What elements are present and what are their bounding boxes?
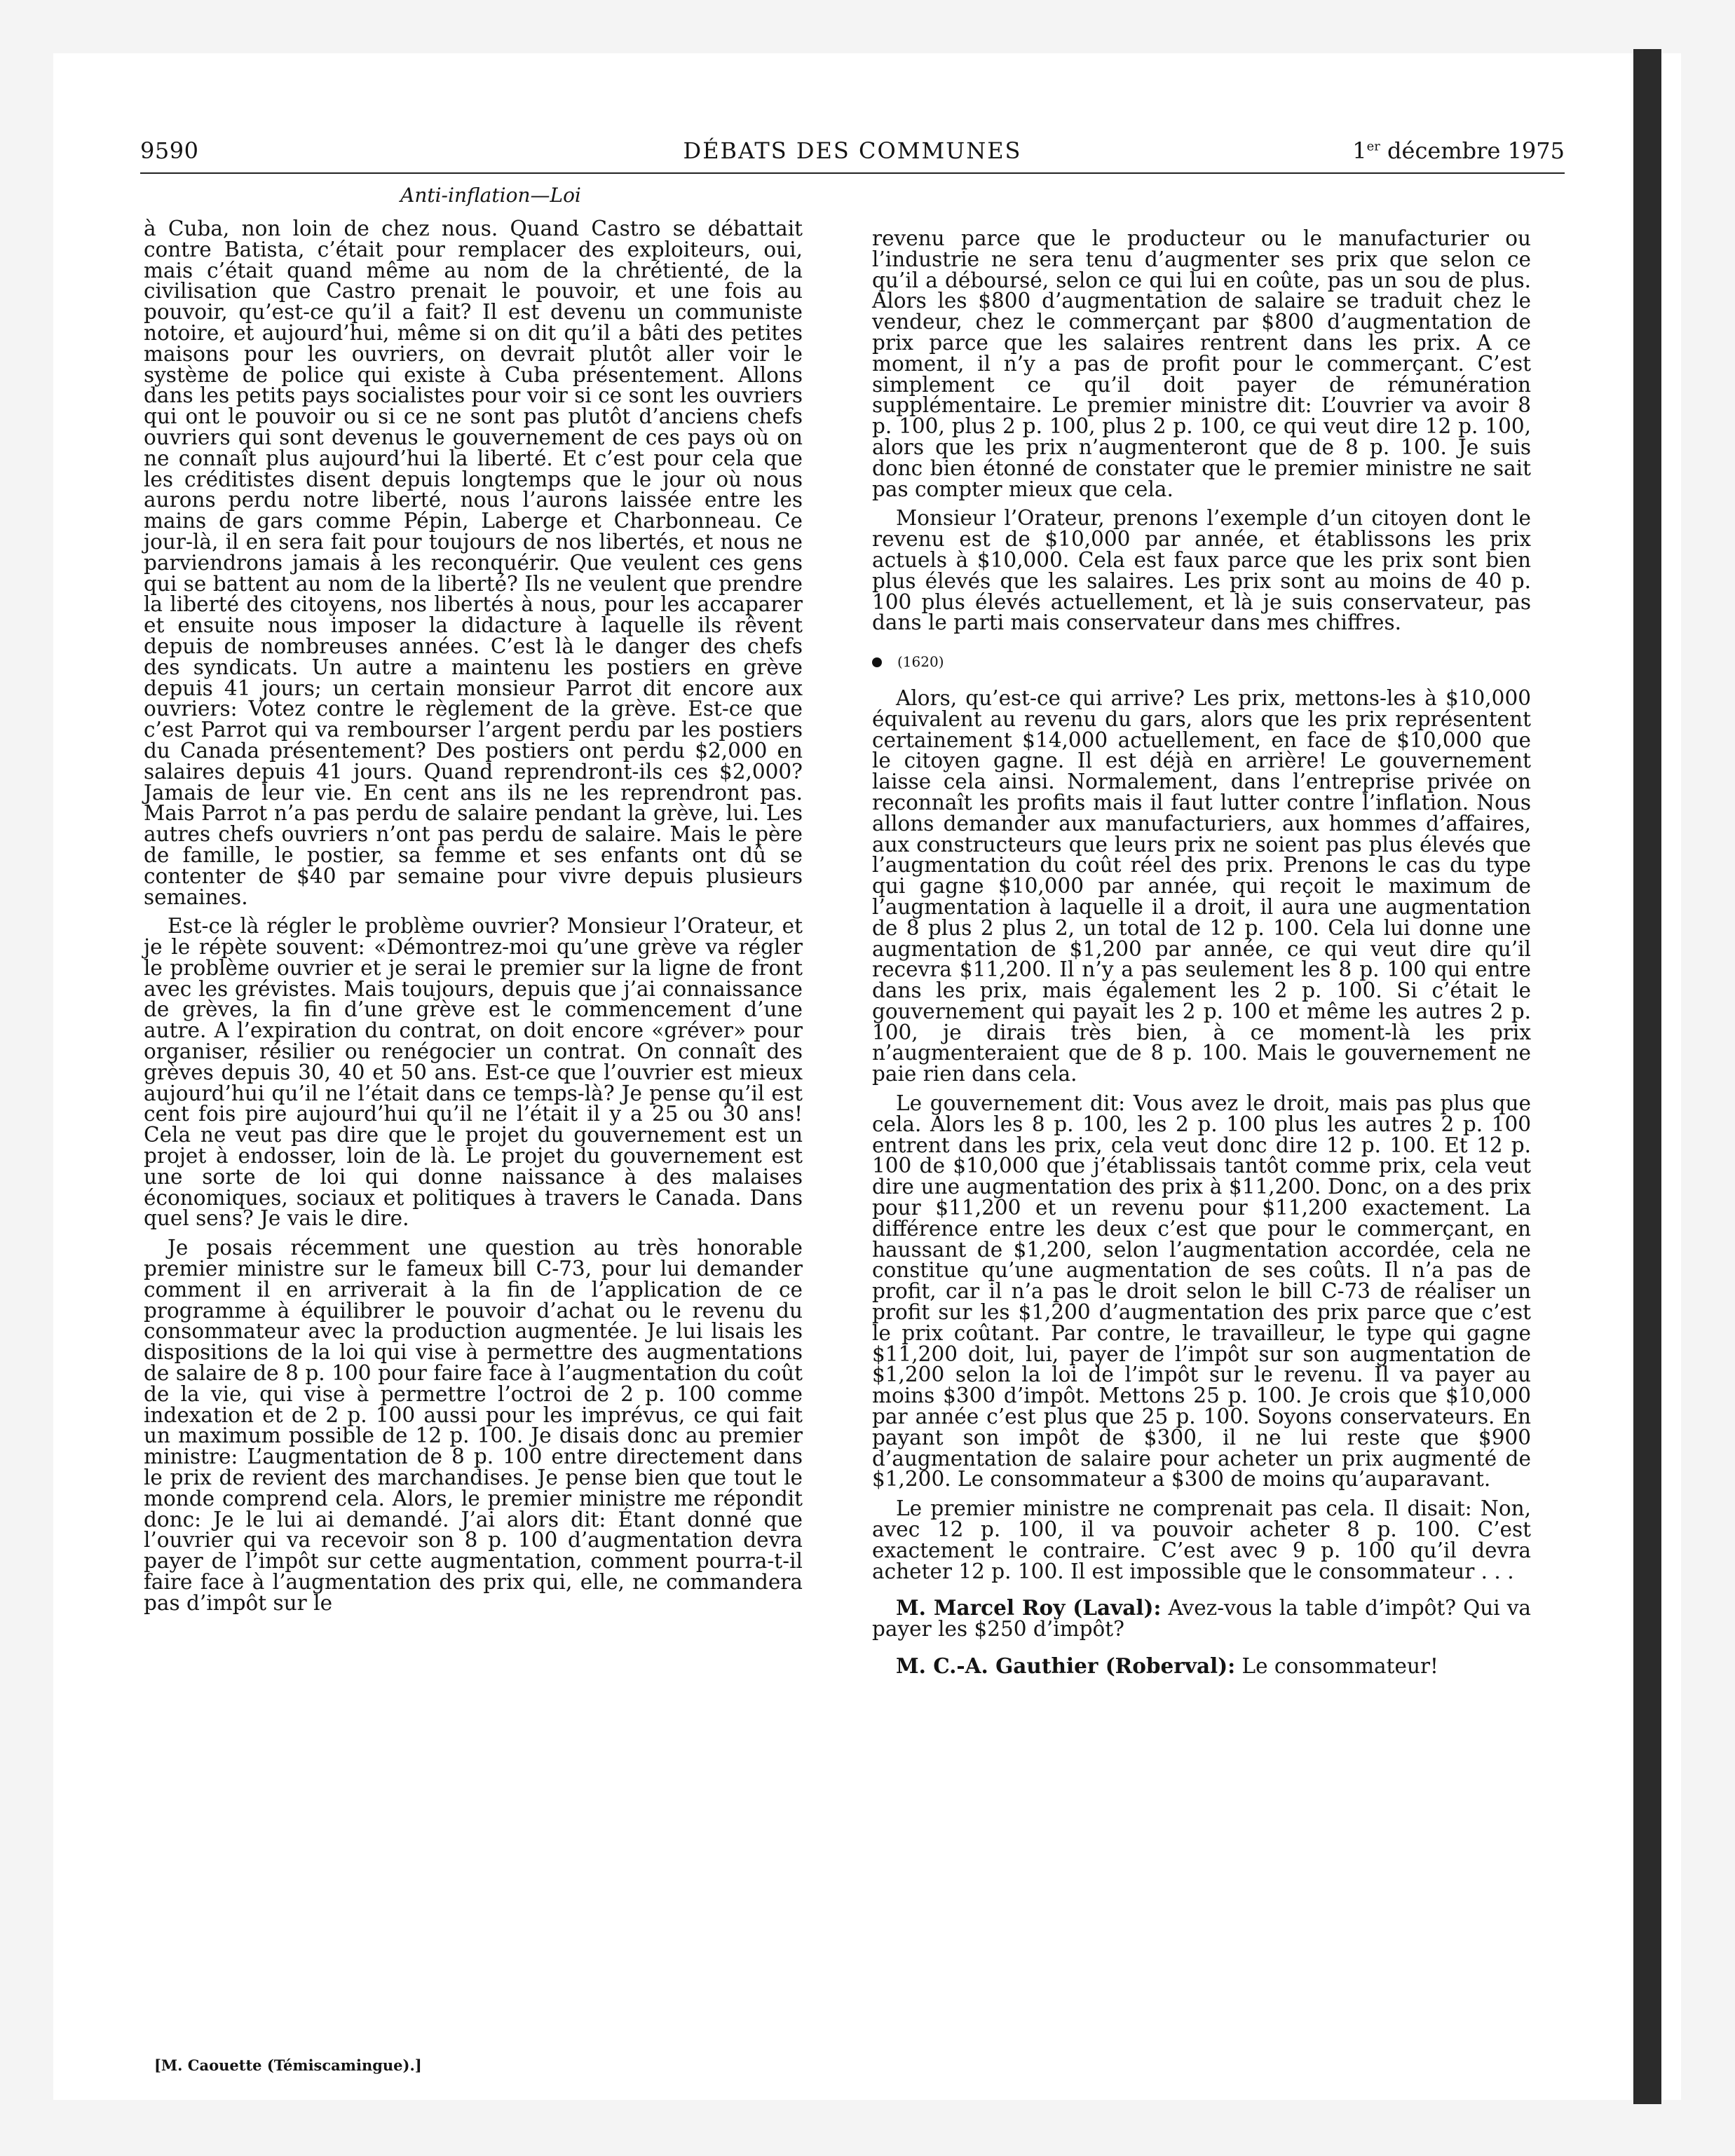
intervention — [872, 1597, 1531, 1640]
page-header — [140, 137, 1565, 175]
paragraph: Monsieur l’Orateur, prenons l’exemple d’un citoyen dont le revenu est de $10,000 par année, et établissons les prix actuels à $10,000. Cela est faux parce que les prix sont bien plus élevés que les salaires. Les prix sont au moins de 40 p. 100 plus élevés actuellement, et là je suis conservateur, pas dans le parti mais conservateur dans mes chiffres. — [872, 506, 1531, 635]
scan-edge-bar — [1633, 49, 1661, 2104]
right-column — [872, 228, 1531, 1677]
left-column — [144, 219, 803, 1614]
date-rest: décembre 1975 — [1380, 137, 1565, 164]
running-head: Anti-inflation—Loi — [400, 184, 581, 207]
paragraph: Est-ce là régler le problème ouvrier? Monsieur l’Orateur, et je le répète souvent: «Démontrez-moi qu’une grève va régler le problème ouvrier et je serai le premier sur la ligne de front avec les grévistes. Mais toujours, depuis que j’ai connaissance de grèves, la fin d’une grève est le commencement d’une autre. A l’expiration du contrat, on doit encore «gréver» pour organiser, résilier ou renégocier un contrat. On connaît des grèves depuis 30, 40 et 50 ans. Est-ce que l’ouvrier est mieux aujourd’hui qu’il ne l’était dans ce temps-là? Je pense qu’il est cent fois pire aujourd’hui qu’il ne l’était il y a 25 ou 30 ans! Cela ne veut pas dire que le projet du gouvernement est un projet à endosser, loin de là. Le projet du gouvernement est une sorte de loi qui donne naissance à des malaises économiques, sociaux et politiques à travers le Canada. Dans quel sens? Je vais le dire. — [144, 914, 803, 1231]
paragraph: Alors, qu’est-ce qui arrive? Les prix, mettons-les à $10,000 équivalent au revenu du gars, alors que les prix représentent certainement $14,000 actuellement, en face de $10,000 que le citoyen gagne. Il est déjà en arrière! Le gouvernement laisse cela ainsi. Normalement, dans l’entreprise privée on reconnaît les profits mais il faut lutter contre l’inflation. Nous allons demander aux manufacturiers, aux hommes d’affaires, aux constructeurs que leurs prix ne soient pas plus élevés que l’augmentation du coût réel des prix. Prenons le cas du type qui gagne $10,000 par année, qui reçoit le maximum de l’augmentation à laquelle il a droit, il aura une augmentation de 8 plus 2 plus 2, un total de 12 p. 100. Cela lui donne une augmentation de $1,200 par année, ce qui veut dire qu’il recevra $11,200. Il n’y a pas seulement les 8 p. 100 qui entre dans les prix, mais également les 2 p. 100. Si c’était le gouvernement qui payait les 2 p. 100 et même les autres 2 p. 100, je dirais très bien, à ce moment-là les prix n’augmenteraient que de 8 p. 100. Mais le gouvernement ne paie rien dans cela. — [872, 685, 1531, 1086]
time-marker — [872, 652, 1531, 673]
page-number: 9590 — [140, 137, 199, 164]
date-day: 1 — [1352, 137, 1367, 164]
publication-title: DÉBATS DES COMMUNES — [683, 137, 1022, 164]
paragraph: Le gouvernement dit: Vous avez le droit, mais pas plus que cela. Alors les 8 p. 100, les 2 p. 100 plus les autres 2 p. 100 entrent dans les prix, cela veut donc dire 12 p. 100. Et 12 p. 100 de $10,000 que j’établissais tantôt comme prix, cela veut dire une augmentation des prix à $11,200. Donc, on a des prix pour $11,200 et un revenu pour $11,200 exactement. La différence entre les deux c’est que pour le commerçant, en haussant de $1,200, selon l’augmentation accordée, cela ne constitue qu’une augmentation de ses coûts. Il n’a pas de profit, car il n’a pas le droit selon le bill C-73 de réaliser un profit sur les $1,200 d’augmentation des prix parce que c’est le prix coûtant. Par contre, le travailleur, le type qui gagne $11,200 doit, lui, payer de l’impôt sur son augmentation de $1,200 selon la loi de l’impôt sur le revenu. Il va payer au moins $300 d’impôt. Mettons 25 p. 100. Je crois que $10,000 par année c’est plus que 25 p. 100. Soyons conservateurs. En payant son impôt de $300, il ne lui reste que $900 d’augmentation de salaire pour acheter un prix augmenté de $1,200. Le consommateur a $300 de moins qu’auparavant. — [872, 1091, 1531, 1492]
paragraph: Je posais récemment une question au très honorable premier ministre sur le fameux bill C-73, pour lui demander comment il en arriverait à la fin de l’application de ce programme à équilibrer le pouvoir d’achat ou le revenu du consommateur avec la production augmentée. Je lui lisais les dispositions de la loi qui vise à permettre des augmentations de salaire de 8 p. 100 pour faire face à l’augmentation du coût de la vie, qui vise à permettre l’octroi de 2 p. 100 comme indexation et de 2 p. 100 aussi pour les imprévus, ce qui fait un maximum possible de 12 p. 100. Je disais donc au premier ministre: L’augmentation de 8 p. 100 entre directement dans le prix de revient des marchandises. Je pense bien que tout le monde comprend cela. Alors, le premier ministre me répondit donc: Je le lui ai demandé. J’ai alors dit: Étant donné que l’ouvrier qui va recevoir son 8 p. 100 d’augmentation devra payer de l’impôt sur cette augmentation, comment pourra-t-il faire face à l’augmentation des prix qui, elle, ne commandera pas d’impôt sur le — [144, 1236, 803, 1615]
header-rule — [140, 172, 1565, 174]
intervention — [872, 1653, 1531, 1678]
bullet-dot-icon — [872, 657, 882, 667]
page-date — [1352, 137, 1565, 164]
intervention-text: Avez-vous la table d’impôt? Qui va payer les $250 d’impôt? — [872, 1596, 1531, 1642]
paragraph: revenu parce que le producteur ou le manufacturier ou l’industrie ne sera tenu d’augmenter ses prix que selon ce qu’il a déboursé, selon ce qui lui en coûte, pas un sou de plus. Alors les $800 d’augmentation de salaire se traduit chez le vendeur, chez le commerçant par $800 d’augmentation de prix parce que les salaires rentrent dans les prix. A ce moment, il n’y a pas de profit pour le commerçant. C’est simplement ce qu’il doit payer de rémunération supplémentaire. Le premier ministre dit: L’ouvrier va avoir 8 p. 100, plus 2 p. 100, plus 2 p. 100, ce qui veut dire 12 p. 100, alors que les prix n’augmenteront que de 8 p. 100. Je suis donc bien étonné de constater que le premier ministre ne sait pas compter mieux que cela. — [872, 226, 1531, 501]
paragraph: à Cuba, non loin de chez nous. Quand Castro se débattait contre Batista, c’était pour remplacer des exploiteurs, oui, mais c’était quand même au nom de la chrétienté, de la civilisation que Castro prenait le pouvoir, et une fois au pouvoir, qu’est-ce qu’il a fait? Il est devenu un communiste notoire, et aujourd’hui, même si on dit qu’il a bâti des petites maisons pour les ouvriers, on devrait plutôt aller voir le système de police qui existe à Cuba présentement. Allons dans les petits pays socialistes pour voir si ce sont les ouvriers qui ont le pouvoir ou si ce ne sont pas plutôt d’anciens chefs ouvriers qui sont devenus le gouvernement de ces pays où on ne connaît plus aujourd’hui la liberté. Et c’est pour cela que les créditistes disent depuis longtemps que le jour où nous aurons perdu notre liberté, nous l’aurons laissée entre les mains de gars comme Pépin, Laberge et Charbonneau. Ce jour-là, il en sera fait pour toujours de nos libertés, et nous ne parviendrons jamais à les reconquérir. Que veulent ces gens qui se battent au nom de la liberté? Ils ne veulent que prendre la liberté des citoyens, nos libertés à nous, pour les accaparer et ensuite nous imposer la didacture à laquelle ils rêvent depuis de nombreuses années. C’est là le danger des chefs des syndicats. Un autre a maintenu les postiers en grève depuis 41 jours; un certain monsieur Parrot dit encore aux ouvriers: Votez contre le règlement de la grève. Est-ce que c’est Parrot qui va rembourser l’argent perdu par les postiers du Canada présentement? Des postiers ont perdu $2,000 en salaires depuis 41 jours. Quand reprendront-ils ces $2,000? Jamais de leur vie. En cent ans ils ne les reprendront pas. Mais Parrot n’a pas perdu de salaire pendant la grève, lui. Les autres chefs ouvriers n’ont pas perdu de salaire. Mais le père de famille, le postier, sa femme et ses enfants ont dû se contenter de $40 par semaine pour vivre depuis plusieurs semaines. — [144, 217, 803, 909]
date-superscript: er — [1366, 139, 1380, 154]
time-marker-text: (1620) — [897, 653, 944, 671]
speaker-name: M. Marcel Roy (Laval): — [896, 1595, 1162, 1621]
intervention-text: Le consommateur! — [1235, 1654, 1438, 1678]
speaker-name: M. C.-A. Gauthier (Roberval): — [896, 1653, 1236, 1678]
footer-speaker-reference: [M. Caouette (Témiscamingue).] — [154, 2056, 422, 2074]
paragraph: Le premier ministre ne comprenait pas cela. Il disait: Non, avec 12 p. 100, il va pouvoir acheter 8 p. 100. C’est exactement le contraire. C’est avec 9 p. 100 qu’il devra acheter 12 p. 100. Il est impossible que le consommateur . . . — [872, 1496, 1531, 1583]
